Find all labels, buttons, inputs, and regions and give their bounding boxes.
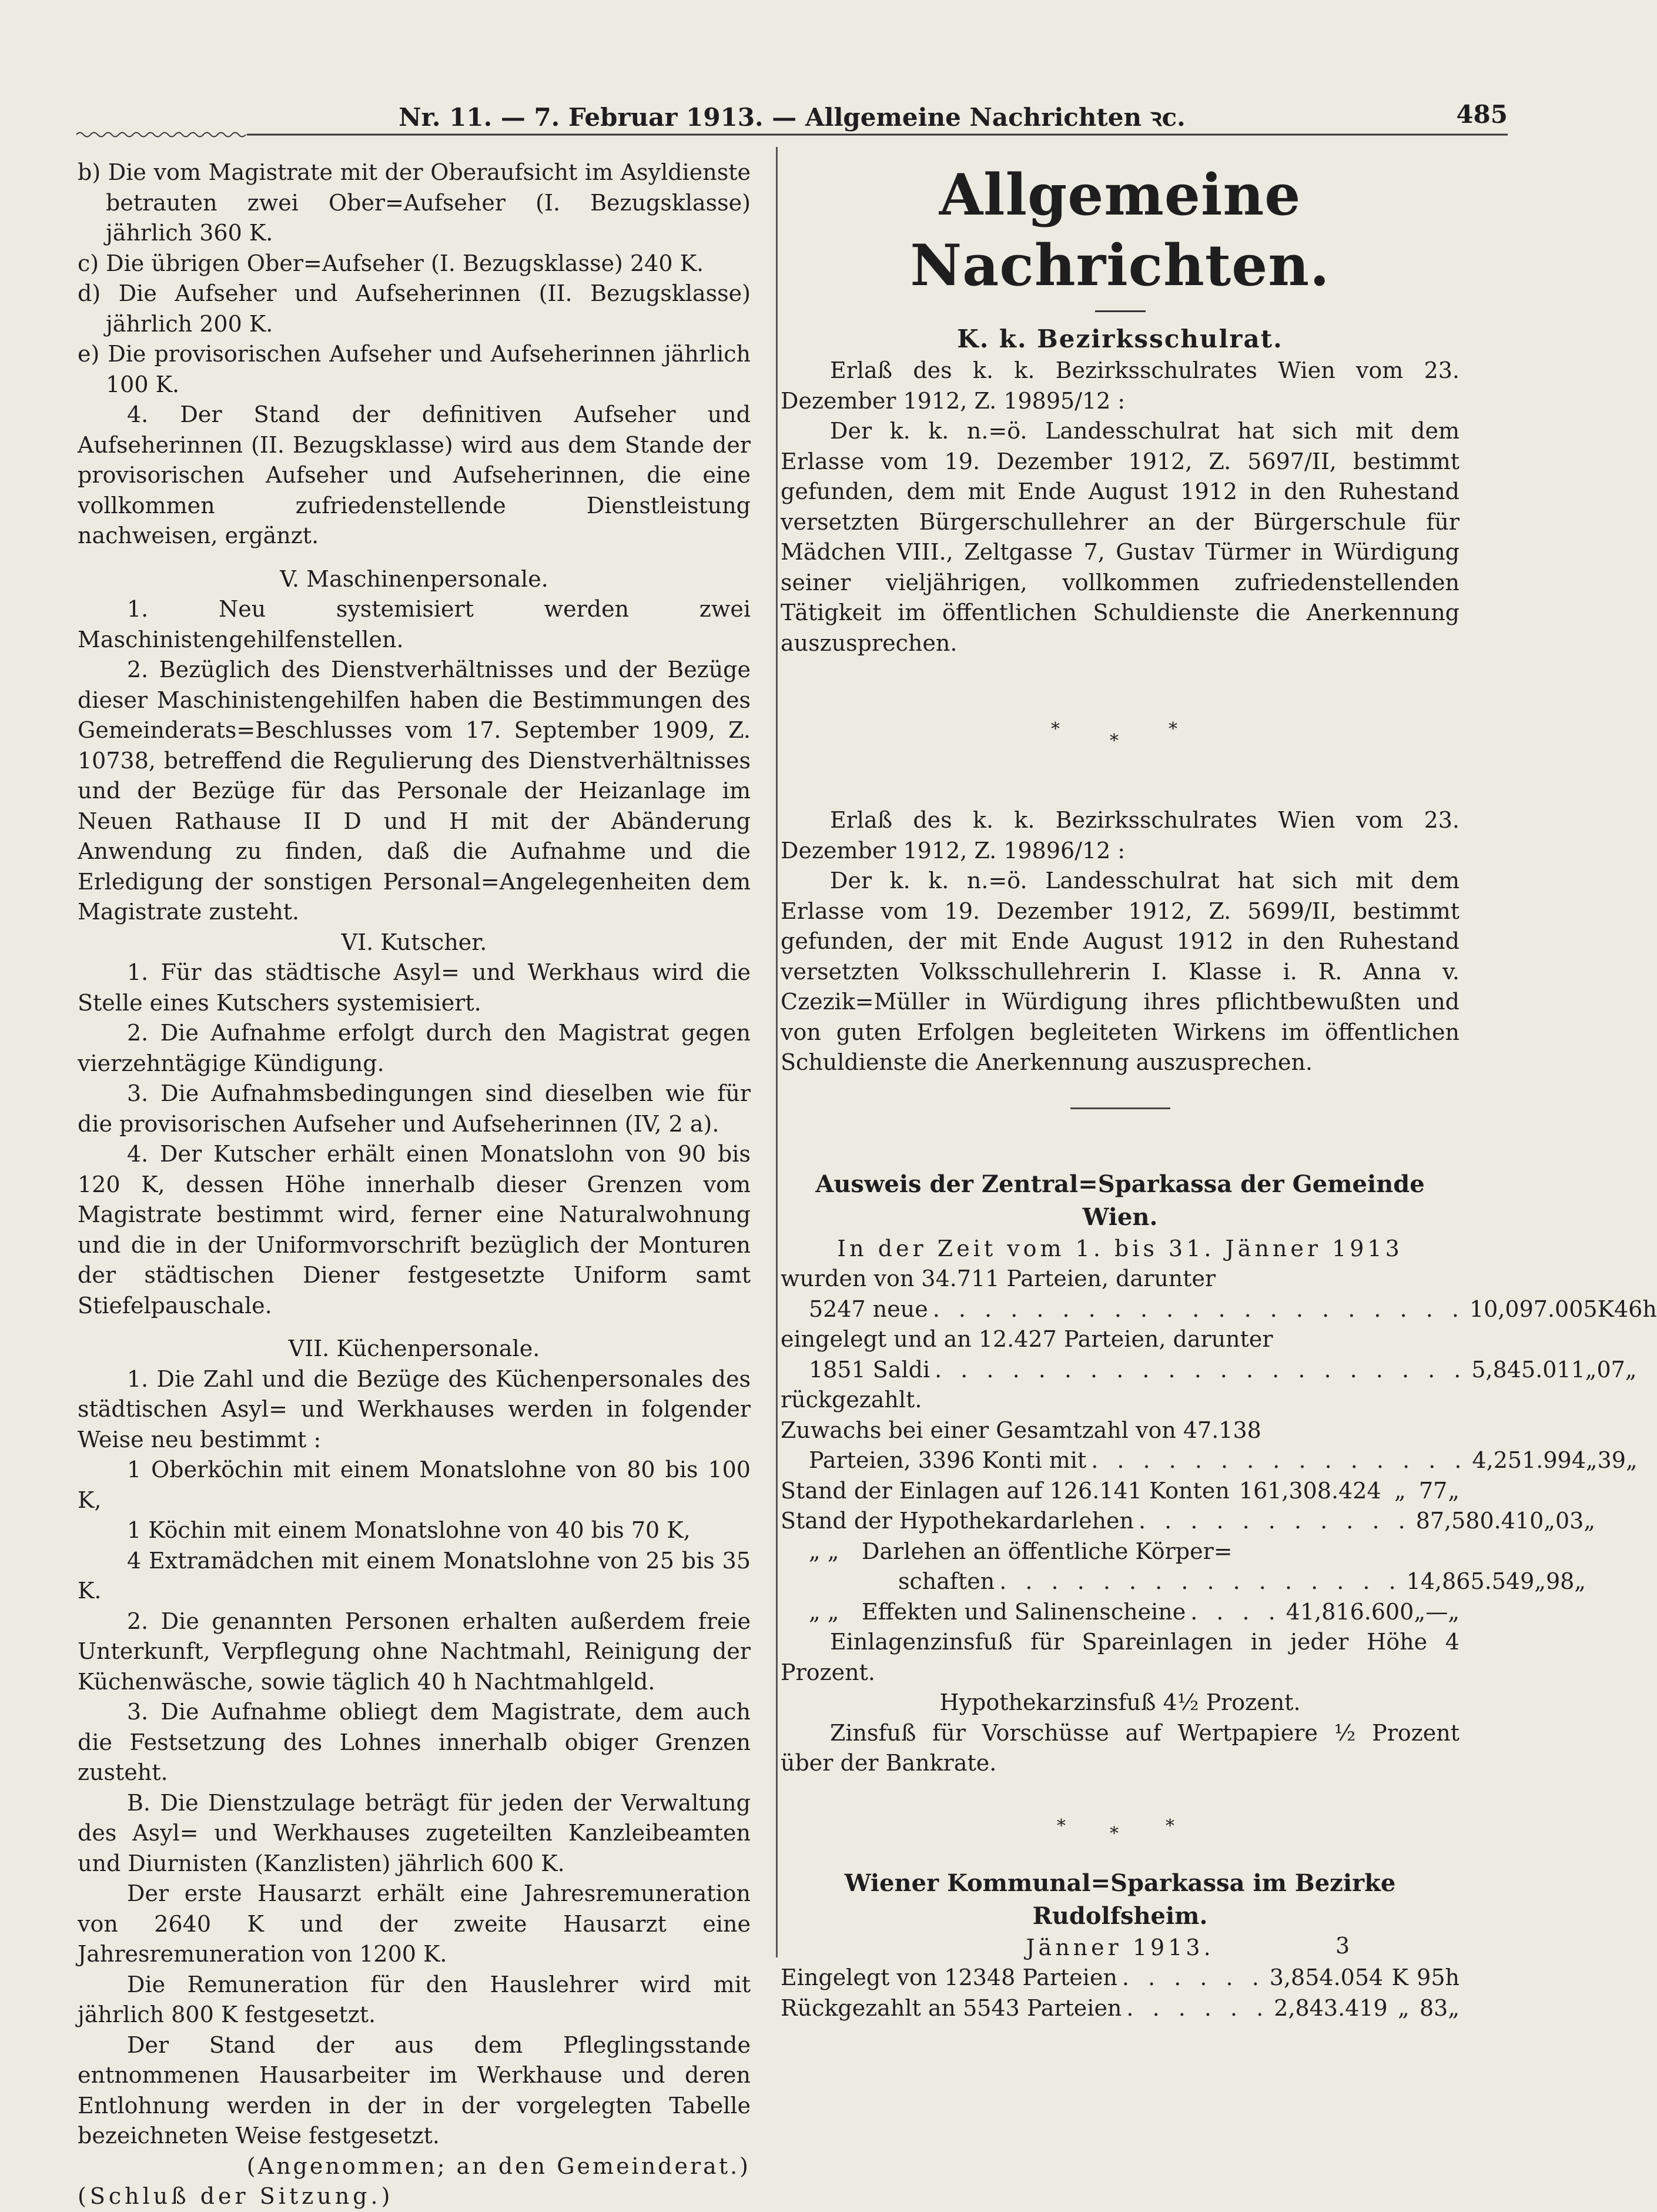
star-separator-1: [781, 658, 1460, 805]
rudolfsheim-title: Wiener Kommunal=Sparkassa im Bezirke Rudolfsheim.: [844, 1869, 1396, 1930]
paragraph-hausarzt: Der erste Hausarzt erhält eine Jahresremuneration von 2640 K und der zweite Hausarzt eine Jahresremuneration von 1200 K.: [78, 1880, 751, 1967]
erlass-2-head: Erlaß des k. k. Bezirksschulrates Wien vom 23. Dezember 1912, Z. 19896/12 :: [781, 807, 1460, 864]
star-mark: *: [1169, 719, 1177, 739]
zentral-period: In der Zeit vom 1. bis 31. Jänner 1913: [837, 1235, 1403, 1261]
rudolfsheim-period: Jänner 1913.: [1026, 1934, 1214, 1960]
paragraph-vi-1: 1. Für das städtische Asyl= und Werkhaus wird die Stelle eines Kutschers systemisiert.: [78, 959, 751, 1016]
zentral-row-schaften: schaften . . . . . . . . . . . . . . . . 14,865.549 „ 98 „: [898, 1568, 1586, 1594]
zentral-row-saldi: 1851 Saldi . . . . . . . . . . . . . . . . . . . . . 5,845.011 „ 07 „: [809, 1356, 1637, 1383]
paragraph-4: 4. Der Stand der definitiven Aufseher und Aufseherinnen (II. Bezugsklasse) wird aus dem Stande der provisorischen Aufseher und Aufseherinnen, die eine vollkommen zufriedenstellende Dienstleistung nachweisen, ergänzt.: [78, 401, 751, 548]
rudolfsheim-sparkassa-report: [781, 1867, 1460, 2024]
paragraph-vi-4: 4. Der Kutscher erhält einen Monatslohn von 90 bis 120 K, dessen Höhe innerhalb dieser Grenzen vom Magistrate bestimmt wird, ferner eine Naturalwohnung und die in der Uniformvorschrift bezüglich der Monturen der städtischen Diener festgesetzte Uniform samt Stiefelpauschale.: [78, 1141, 751, 1319]
paragraph-hauslehrer: Die Remuneration für den Hauslehrer wird mit jährlich 800 K festgesetzt.: [78, 1971, 751, 2027]
paragraph-vii-3: 3. Die Aufnahme obliegt dem Magistrate, dem auch die Festsetzung des Lohnes innerhalb obiger Grenzen zusteht.: [78, 1699, 751, 1785]
kitchen-item-2: 1 Köchin mit einem Monatslohne von 40 bis 70 K,: [127, 1517, 691, 1543]
zentral-zinsfuss-vorschuesse: Zinsfuß für Vorschüsse auf Wertpapiere ½ Prozent über der Bankrate.: [781, 1719, 1460, 1776]
paragraph-v-1: 1. Neu systemisiert werden zwei Maschinistengehilfenstellen.: [78, 596, 751, 652]
paragraph-hausarbeiter: Der Stand der aus dem Pfleglingsstande entnommenen Hausarbeiter im Werkhause und deren Entlohnung werden in der in der vorgelegten Tabelle bezeichneten Weise festgesetzt.: [78, 2032, 751, 2149]
zentral-title: Ausweis der Zentral=Sparkassa der Gemeinde Wien.: [815, 1170, 1425, 1231]
paragraph-v-2: 2. Bezüglich des Dienstverhältnisses und der Bezüge dieser Maschinistengehilfen haben die Bestimmungen des Gemeinderats=Beschlusses vom 17. September 1909, Z. 10738, betreffend die Regulierung des Dienstverhältnisses und der Bezüge für das Personale der Heizanlage im Neuen Rathause II D und H mit der Abänderung Anwendung zu finden, daß die Aufnahme und die Erledigung der sonstigen Personal=Angelegenheiten dem Magistrate zusteht.: [78, 657, 751, 925]
zentral-line-2: eingelegt und an 12.427 Parteien, darunter: [781, 1326, 1273, 1352]
zentral-line-4: Zuwachs bei einer Gesamtzahl von 47.138: [781, 1417, 1261, 1443]
item-b: b) Die vom Magistrate mit der Oberaufsicht im Asyldienste betrauten zwei Ober=Aufseher (I. Bezugsklasse) jährlich 360 K.: [78, 159, 751, 246]
erlass-1-body: Der k. k. n.=ö. Landesschulrat hat sich mit dem Erlasse vom 19. Dezember 1912, Z. 5697/II, bestimmt gefunden, dem mit Ende August 1912 in den Ruhestand versetzten Bürgerschullehrer an der Bürgerschule für Mädchen VIII., Zeltgasse 7, Gustav Türmer in Würdigung seiner vieljährigen, vollkommen zufriedenstellenden Tätigkeit im öffentlichen Schuldienste die Anerkennung auszusprechen.: [781, 418, 1460, 656]
item-d: d) Die Aufseher und Aufseherinnen (II. Bezugsklasse) jährlich 200 K.: [78, 280, 751, 337]
paragraph-vi-3: 3. Die Aufnahmsbedingungen sind dieselben wie für die provisorischen Aufseher und Aufseherinnen (IV, 2 a).: [78, 1080, 751, 1137]
erlass-1-head: Erlaß des k. k. Bezirksschulrates Wien vom 23. Dezember 1912, Z. 19895/12 :: [781, 357, 1460, 414]
page-number: 485: [1456, 100, 1508, 129]
main-title: Allgemeine Nachrichten.: [910, 162, 1330, 299]
session-close: (Schluß der Sitzung.): [78, 2183, 394, 2209]
zentral-zinsfuss-hypothekar: Hypothekarzinsfuß 4½ Prozent.: [939, 1689, 1301, 1715]
star-mark: *: [1057, 1815, 1066, 1836]
rudolfsheim-row-rueckgezahlt: Rückgezahlt an 5543 Parteien . . . . . . 2,843.419 „ 83 „: [781, 1995, 1460, 2021]
section-rule: [1070, 1107, 1170, 1109]
zentral-row-hypothekar: Stand der Hypothekardarlehen . . . . . . . . . . . 87,580.410 „ 03 „: [781, 1508, 1595, 1534]
resolution-note: (Angenommen; an den Gemeinderat.): [246, 2153, 751, 2179]
star-separator-2: [781, 1779, 1460, 1867]
star-mark: *: [1110, 1823, 1119, 1844]
zentral-line-darlehen: „ „ Darlehen an öffentliche Körper=: [809, 1538, 1233, 1564]
section-heading-vi: VI. Kutscher.: [341, 929, 487, 955]
zentral-zinsfuss-einlagen: Einlagenzinsfuß für Spareinlagen in jeder Höhe 4 Prozent.: [781, 1629, 1460, 1685]
item-e: e) Die provisorischen Aufseher und Aufseherinnen jährlich 100 K.: [78, 341, 751, 397]
column-divider: [776, 147, 778, 1957]
zentral-sparkassa-report: [781, 1168, 1657, 1779]
header-wavy-rule: [76, 130, 1508, 139]
star-mark: *: [1166, 1815, 1174, 1836]
sub-title: K. k. Bezirksschulrat.: [957, 324, 1283, 353]
paragraph-b: B. Die Dienstzulage beträgt für jeden der Verwaltung des Asyl= und Werkhauses zugeteilten Kanzleibeamten und Diurnisten (Kanzlisten) jährlich 600 K.: [78, 1789, 751, 1876]
section-heading-vii: VII. Küchenpersonale.: [288, 1336, 540, 1361]
header-title: Nr. 11. — 7. Februar 1913. — Allgemeine Nachrichten ꝛc.: [399, 103, 1186, 132]
item-c: c) Die übrigen Ober=Aufseher (I. Bezugsklasse) 240 K.: [78, 250, 704, 276]
left-column: [78, 158, 751, 2212]
zentral-row-neue: 5247 neue . . . . . . . . . . . . . . . . . . . . . 10,097.005 K 46 h: [809, 1296, 1657, 1322]
zentral-row-einlagen: Stand der Einlagen auf 126.141 Konten 161,308.424 „ 77 „: [781, 1477, 1460, 1504]
zentral-row-konti: Parteien, 3396 Konti mit . . . . . . . . . . . . . . . 4,251.994 „ 39 „: [809, 1447, 1638, 1473]
section-heading-v: V. Maschinenpersonale.: [280, 565, 548, 592]
title-rule: [1095, 310, 1146, 312]
zentral-line-3: rückgezahlt.: [781, 1387, 922, 1413]
zentral-row-effekten: „ „ Effekten und Salinenscheine . . . . 41,816.600 „ — „: [809, 1598, 1460, 1625]
rudolfsheim-row-eingelegt: Eingelegt von 12348 Parteien . . . . . . 3,854.054 K 95 h: [781, 1965, 1460, 1990]
paragraph-vii-1: 1. Die Zahl und die Bezüge des Küchenpersonales des städtischen Asyl= und Werkhauses werden in folgender Weise neu bestimmt :: [78, 1366, 751, 1453]
star-mark: *: [1110, 731, 1119, 751]
star-mark: *: [1051, 719, 1060, 739]
right-column: [781, 158, 1657, 2023]
paragraph-vii-2: 2. Die genannten Personen erhalten außerdem freie Unterkunft, Verpflegung ohne Nachtmahl, Reinigung der Küchenwäsche, sowie täglich 40 h Nachtmahlgeld.: [78, 1608, 751, 1695]
footer-mark: 3: [1335, 1933, 1350, 1959]
zentral-line-1: wurden von 34.711 Parteien, darunter: [781, 1266, 1216, 1291]
kitchen-item-3: 4 Extramädchen mit einem Monatslohne von 25 bis 35 K.: [78, 1547, 751, 1604]
paragraph-vi-2: 2. Die Aufnahme erfolgt durch den Magistrat gegen vierzehntägige Kündigung.: [78, 1020, 751, 1076]
kitchen-item-1: 1 Oberköchin mit einem Monatslohne von 80 bis 100 K,: [78, 1457, 751, 1513]
erlass-2-body: Der k. k. n.=ö. Landesschulrat hat sich mit dem Erlasse vom 19. Dezember 1912, Z. 5699/II, bestimmt gefunden, der mit Ende August 1912 in den Ruhestand versetzten Volksschullehrerin I. Klasse i. R. Anna v. Czezik=Müller in Würdigung ihres pflichtbewußten und von guten Erfolgen begleiteten Wirkens im öffentlichen Schuldienste die Anerkennung auszusprechen.: [781, 868, 1460, 1075]
